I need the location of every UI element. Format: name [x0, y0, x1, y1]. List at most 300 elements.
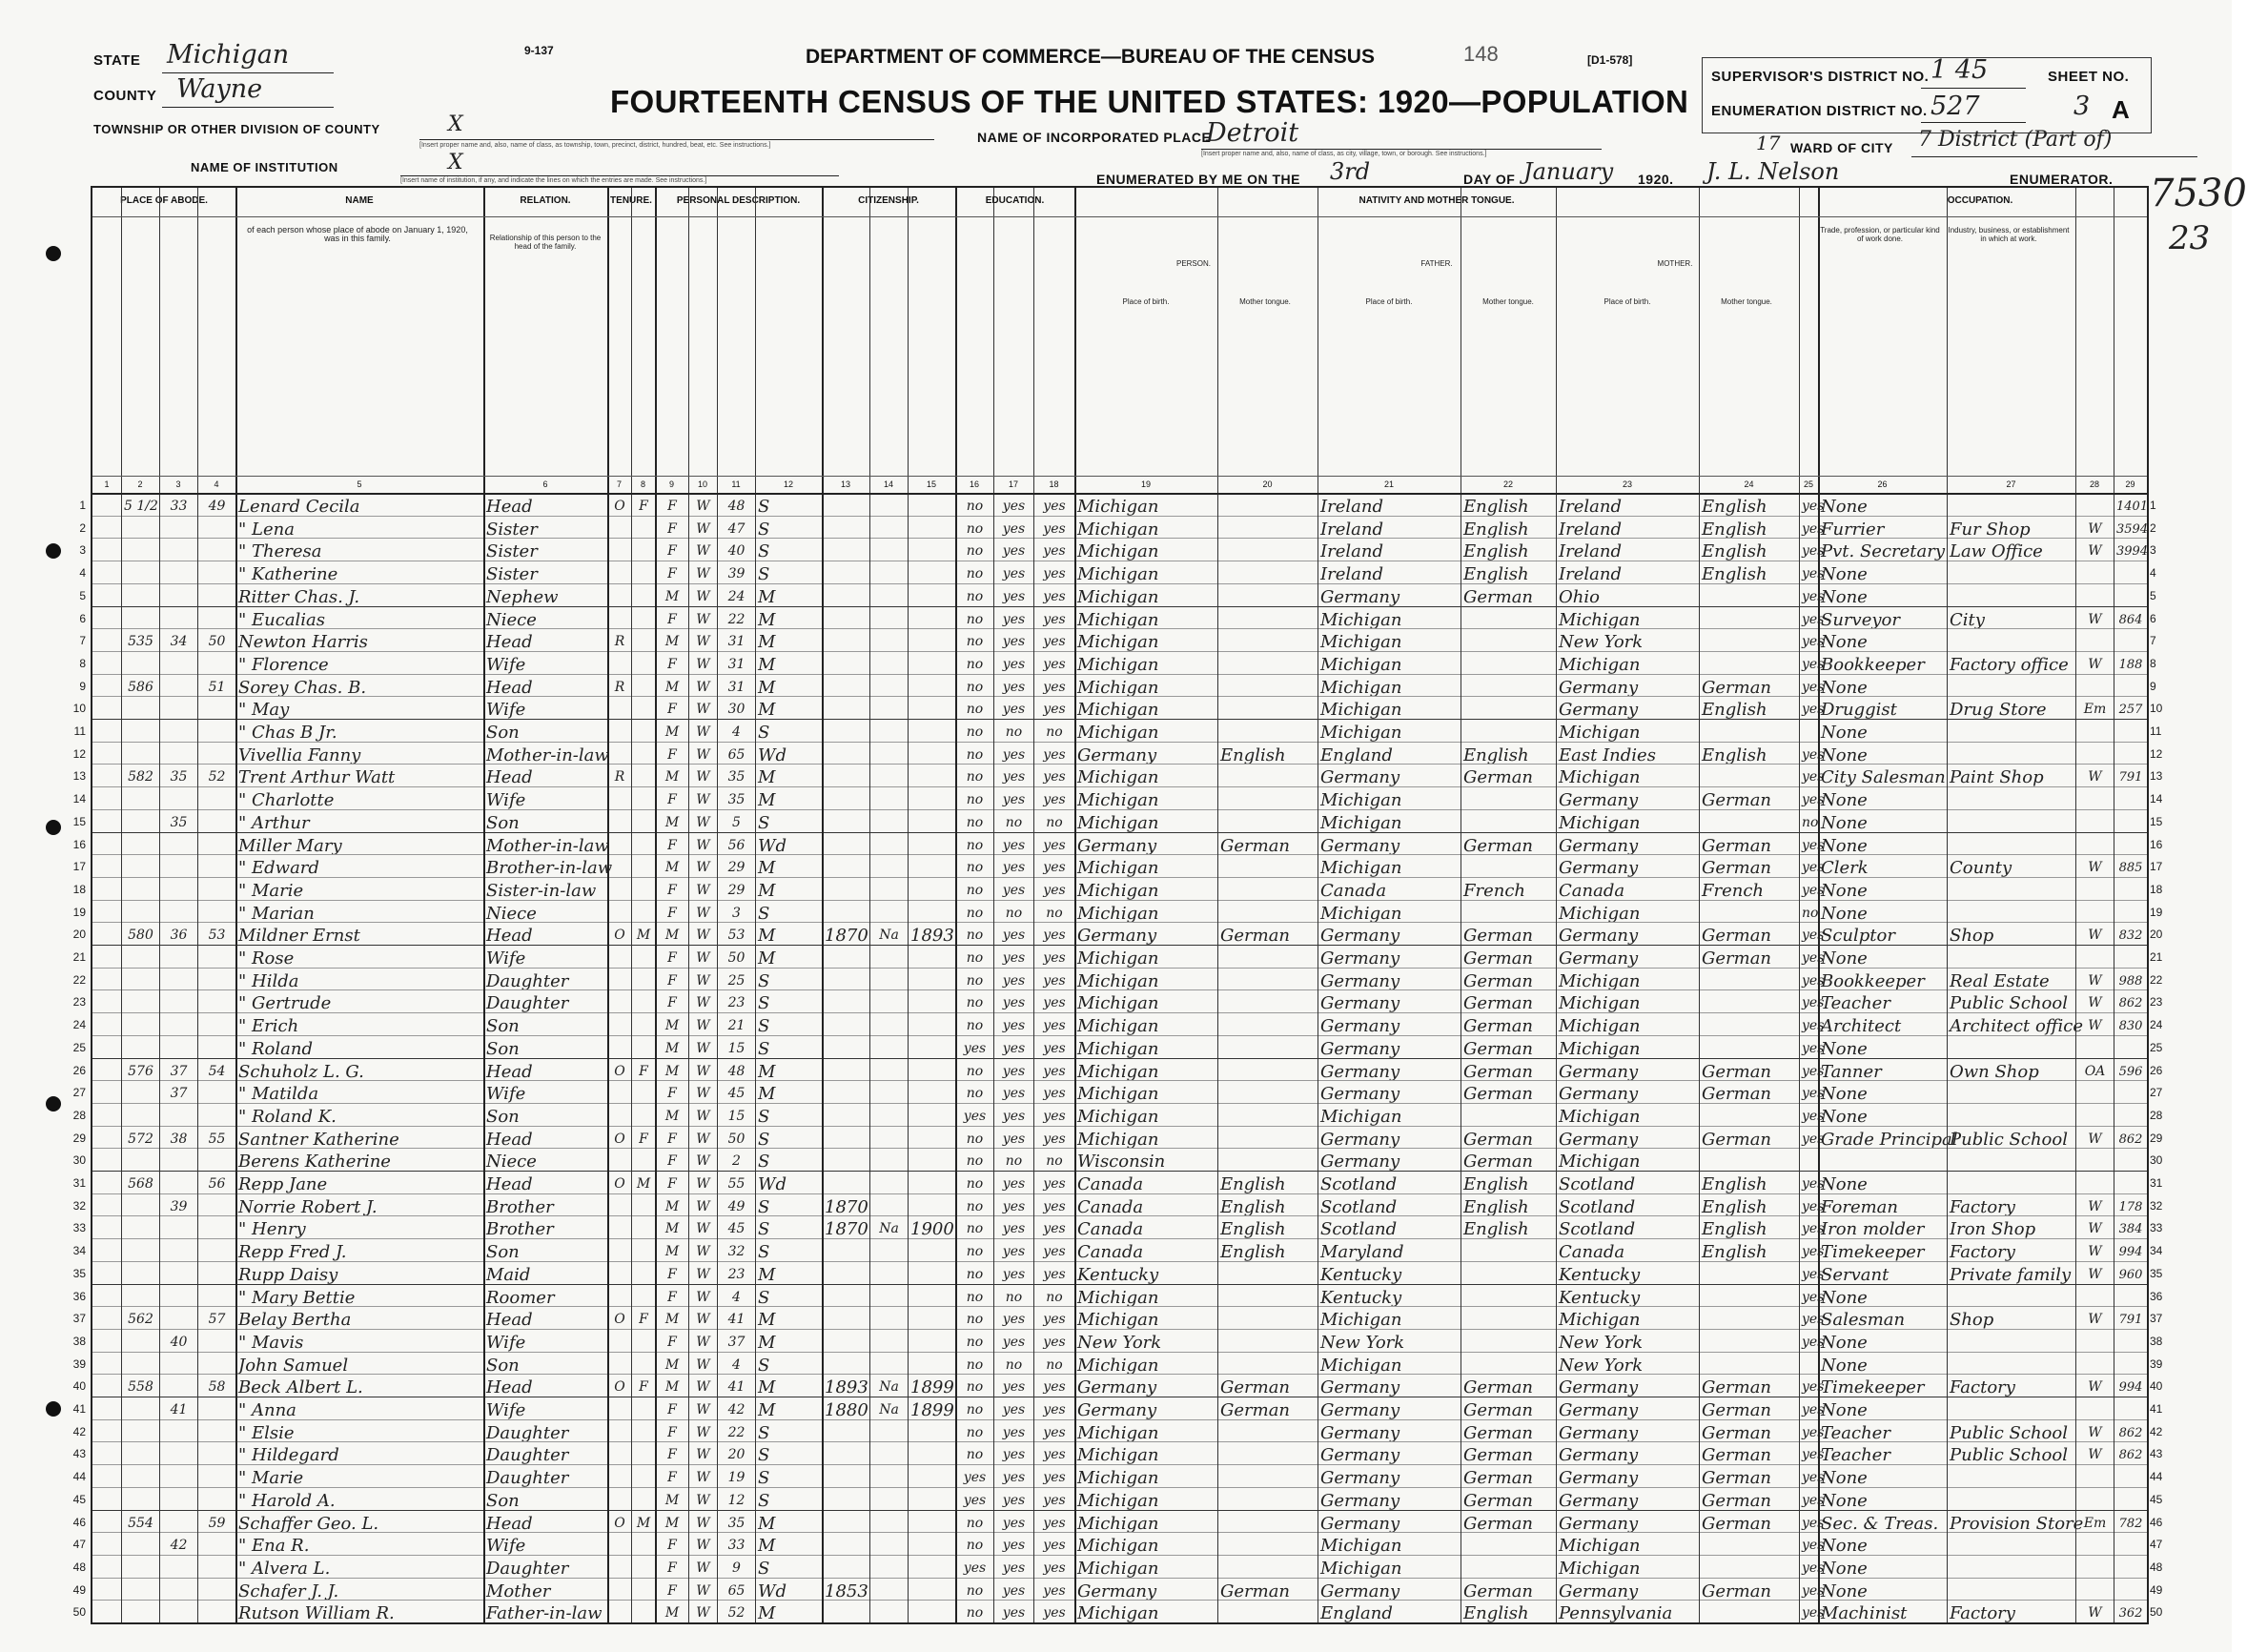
cell-eng: yes: [1802, 1605, 1825, 1621]
cell-mtongue: German: [1702, 1061, 1772, 1082]
line-number-left: 44: [72, 1470, 86, 1484]
ward-label: WARD OF CITY: [1790, 140, 1893, 155]
cell-age: 4: [732, 724, 741, 740]
cell-race: W: [696, 995, 710, 1011]
cell-race: W: [696, 860, 710, 876]
line-number-right: 50: [2150, 1605, 2163, 1620]
cell-name: Vivellia Fanny: [238, 744, 361, 765]
cell-rel: Mother-in-law: [486, 835, 609, 856]
cell-read: yes: [1002, 588, 1026, 604]
cell-rel: Head: [486, 1377, 533, 1398]
enumeration-label: ENUMERATION DISTRICT NO.: [1711, 103, 1928, 119]
cell-write: yes: [1043, 611, 1066, 627]
cell-mar: S: [758, 564, 770, 585]
cell-pob: Michigan: [1077, 700, 1159, 721]
cell-fpob: Michigan: [1320, 609, 1402, 630]
cell-race: W: [696, 1063, 710, 1079]
cell-age: 42: [727, 1402, 746, 1417]
cell-race: W: [696, 1040, 710, 1056]
table-row: [92, 674, 2147, 698]
cell-ind: Shop: [1950, 1310, 1994, 1331]
township-label: TOWNSHIP OR OTHER DIVISION OF COUNTY: [93, 122, 380, 136]
cell-read: yes: [1002, 1176, 1026, 1192]
cell-age: 29: [727, 882, 746, 898]
cell-write: no: [1046, 1289, 1063, 1305]
table-row: [92, 583, 2147, 607]
cell-occ: Sec. & Treas.: [1821, 1513, 1939, 1534]
line-number-left: 48: [72, 1560, 86, 1574]
cell-fpob: New York: [1320, 1332, 1405, 1353]
cell-race: W: [696, 1244, 710, 1260]
column-rule: [1947, 188, 1948, 1622]
cell-rel: Daughter: [486, 1445, 569, 1466]
line-number-right: 38: [2150, 1334, 2163, 1348]
cell-mpob: Ireland: [1559, 519, 1622, 540]
cell-sch: no: [966, 1244, 984, 1260]
cell-pob: Michigan: [1077, 970, 1159, 991]
column-rule: [1217, 188, 1218, 1622]
cell-dw: 37: [170, 1063, 188, 1079]
cell-name: " Harold A.: [238, 1490, 336, 1511]
line-number-right: 31: [2150, 1176, 2163, 1190]
cell-code: 791: [2118, 770, 2143, 785]
cell-rel: Son: [486, 1242, 520, 1263]
cell-mtongue: German: [1702, 1084, 1772, 1105]
cell-rel: Daughter: [486, 1422, 569, 1443]
cell-ten: R: [614, 679, 625, 695]
table-row: [92, 1555, 2147, 1579]
group-abode: PLACE OF ABODE.: [120, 195, 208, 206]
cell-code: 862: [2118, 996, 2143, 1011]
cell-rel: Wife: [486, 700, 526, 721]
margin-note-top: 7530: [2150, 172, 2247, 215]
cell-rel: Sister: [486, 541, 538, 562]
cell-dw: 38: [170, 1131, 188, 1147]
cell-age: 65: [727, 1582, 746, 1599]
cell-race: W: [696, 1312, 710, 1328]
cell-name: Rutson William R.: [238, 1603, 395, 1624]
cell-ftongue: German: [1463, 767, 1534, 788]
cell-race: W: [696, 1424, 710, 1440]
cell-mtongue: English: [1702, 700, 1767, 721]
line-number-left: 15: [72, 814, 86, 828]
cell-mpob: New York: [1559, 632, 1644, 653]
line-number-left: 27: [72, 1086, 86, 1100]
cell-ftongue: English: [1463, 519, 1529, 540]
line-number-right: 11: [2150, 724, 2162, 738]
cell-emp: W: [2088, 1605, 2102, 1621]
cell-race: W: [696, 702, 710, 718]
cell-mar: S: [758, 1355, 770, 1376]
column-number: 4: [214, 479, 219, 489]
table-row: [92, 1261, 2147, 1285]
cell-fpob: Kentucky: [1320, 1264, 1402, 1285]
cell-eng: yes: [1802, 1221, 1825, 1237]
cell-rel: Nephew: [486, 586, 559, 607]
cell-code: 994: [2118, 1245, 2143, 1260]
cell-occ: City Salesman: [1821, 767, 1946, 788]
line-number-left: 36: [72, 1289, 86, 1303]
cell-mtongue: German: [1702, 858, 1772, 879]
group-name: NAME: [345, 195, 374, 206]
cell-mar: M: [758, 1061, 776, 1082]
cell-pob: Michigan: [1077, 790, 1159, 811]
cell-write: yes: [1043, 1063, 1066, 1079]
line-number-left: 3: [79, 543, 86, 558]
cell-sch: no: [966, 928, 984, 944]
cell-fm: 58: [208, 1379, 226, 1396]
cell-age: 33: [727, 1538, 746, 1554]
year-label: 1920.: [1638, 172, 1674, 187]
cell-code: 178: [2118, 1199, 2143, 1214]
cell-race: W: [696, 1108, 710, 1124]
cell-race: W: [696, 1289, 710, 1305]
cell-sex: F: [667, 746, 677, 763]
cell-occ: Architect: [1821, 1016, 1902, 1037]
cell-name: Belay Bertha: [238, 1310, 352, 1331]
cell-eng: yes: [1802, 1582, 1825, 1599]
cell-occ: None: [1821, 1174, 1868, 1194]
cell-eng: yes: [1802, 950, 1825, 966]
column-number: 21: [1383, 479, 1394, 489]
cell-eng: yes: [1802, 1289, 1825, 1305]
column-rule: [1556, 188, 1557, 1622]
line-number-right: 6: [2150, 611, 2156, 625]
supervisor-label: SUPERVISOR'S DISTRICT NO.: [1711, 69, 1930, 85]
column-rule: [822, 188, 824, 1622]
cell-sex: F: [667, 995, 677, 1011]
township-value: X: [448, 112, 463, 136]
column-number: 7: [616, 479, 622, 489]
cell-dw: 34: [170, 634, 188, 650]
column-number: 8: [640, 479, 645, 489]
cell-sch: no: [966, 611, 984, 627]
cell-race: W: [696, 1356, 710, 1373]
table-row: [92, 922, 2147, 946]
line-number-left: 19: [72, 905, 86, 919]
cell-ftongue: English: [1463, 564, 1529, 585]
cell-ftongue: German: [1463, 993, 1534, 1014]
cell-mtongue: German: [1702, 1513, 1772, 1534]
cell-age: 29: [727, 860, 746, 876]
column-number: 9: [668, 479, 674, 489]
line-number-left: 17: [72, 860, 86, 874]
cell-rel: Wife: [486, 948, 526, 969]
line-number-right: 24: [2150, 1018, 2163, 1032]
line-number-left: 7: [79, 634, 86, 648]
cell-sex: F: [667, 1447, 677, 1463]
cell-ftongue: German: [1463, 835, 1534, 856]
cell-ind: Public School: [1950, 1422, 2068, 1443]
cell-write: yes: [1043, 1402, 1066, 1417]
cell-mpob: Michigan: [1559, 1536, 1641, 1557]
cell-emp: W: [2088, 1221, 2102, 1237]
cell-yr: 1893: [825, 1377, 868, 1398]
cell-age: 39: [727, 566, 746, 582]
cell-mar: S: [758, 1422, 770, 1443]
cell-eng: yes: [1802, 1312, 1825, 1328]
cell-emp: W: [2088, 1198, 2102, 1214]
cell-mar: M: [758, 880, 776, 901]
line-number-right: 34: [2150, 1244, 2163, 1258]
cell-eng: yes: [1802, 972, 1825, 989]
cell-write: yes: [1043, 588, 1066, 604]
cell-yrn: 1899: [910, 1400, 954, 1420]
line-number-right: 17: [2150, 860, 2163, 874]
cell-occ: Furrier: [1821, 519, 1885, 540]
cell-dw: 42: [170, 1538, 188, 1554]
cell-write: yes: [1043, 1244, 1066, 1260]
cell-mar: M: [758, 1536, 776, 1557]
cell-ftongue: German: [1463, 1490, 1534, 1511]
column-number: 29: [2125, 479, 2135, 489]
cell-race: W: [696, 1334, 710, 1350]
cell-name: " Marie: [238, 1468, 304, 1489]
cell-age: 15: [727, 1040, 746, 1056]
county-label: COUNTY: [93, 88, 157, 104]
cell-rel: Roomer: [486, 1287, 555, 1308]
cell-age: 35: [727, 1515, 746, 1531]
cell-mar: Wd: [758, 1174, 787, 1194]
cell-mpob: Canada: [1559, 1242, 1625, 1263]
cell-name: " Matilda: [238, 1084, 319, 1105]
cell-age: 3: [732, 905, 741, 921]
cell-ftongue: German: [1463, 1038, 1534, 1059]
cell-mtongue: German: [1702, 926, 1772, 947]
cell-ftongue: English: [1463, 497, 1529, 517]
cell-read: yes: [1002, 1131, 1026, 1147]
cell-tongue: English: [1220, 1174, 1286, 1194]
cell-write: yes: [1043, 1605, 1066, 1621]
cell-sex: F: [667, 950, 677, 966]
line-number-right: 13: [2150, 769, 2163, 784]
cell-mpob: Michigan: [1559, 723, 1641, 743]
cell-read: yes: [1002, 1515, 1026, 1531]
cell-code: 188: [2118, 657, 2143, 672]
form-number: 9-137: [524, 44, 554, 57]
cell-occ: Servant: [1821, 1264, 1890, 1285]
line-number-left: 32: [72, 1198, 86, 1213]
column-rule: [993, 188, 994, 1622]
cell-race: W: [696, 679, 710, 695]
line-number-left: 38: [72, 1334, 86, 1348]
column-number: 25: [1803, 479, 1813, 489]
cell-read: yes: [1002, 611, 1026, 627]
cell-pob: Canada: [1077, 1219, 1144, 1240]
line-number-left: 16: [72, 837, 86, 851]
cell-fpob: Germany: [1320, 1129, 1400, 1150]
cell-mpob: Germany: [1559, 1129, 1639, 1150]
cell-eng: yes: [1802, 499, 1825, 514]
cell-name: " Charlotte: [238, 790, 335, 811]
cell-occ: None: [1821, 632, 1868, 653]
cell-ftongue: German: [1463, 1129, 1534, 1150]
table-row: [92, 1329, 2147, 1353]
cell-age: 49: [727, 1198, 746, 1214]
cell-occ: None: [1821, 1287, 1868, 1308]
cell-rel: Niece: [486, 903, 537, 924]
cell-ind: Real Estate: [1950, 970, 2050, 991]
cell-eng: yes: [1802, 1402, 1825, 1417]
cell-occ: Timekeeper: [1821, 1242, 1925, 1263]
column-number: 22: [1502, 479, 1513, 489]
cell-occ: None: [1821, 1558, 1868, 1579]
table-row: [92, 1148, 2147, 1172]
cell-sch: yes: [963, 1040, 987, 1056]
cell-tongue: English: [1220, 1219, 1286, 1240]
line-number-right: 44: [2150, 1470, 2163, 1484]
header-pob-person: Place of birth.: [1122, 297, 1170, 306]
cell-name: " Eucalias: [238, 609, 326, 630]
cell-eng: yes: [1802, 702, 1825, 718]
cell-hn: 568: [128, 1176, 153, 1192]
cell-sex: F: [667, 543, 677, 560]
table-row: [92, 719, 2147, 743]
cell-write: yes: [1043, 860, 1066, 876]
cell-race: W: [696, 1176, 710, 1192]
cell-ftongue: German: [1463, 926, 1534, 947]
cell-rel: Head: [486, 926, 533, 947]
cell-fpob: Germany: [1320, 1490, 1400, 1511]
line-number-left: 45: [72, 1492, 86, 1506]
table-row: [92, 1306, 2147, 1330]
cell-mpob: Michigan: [1559, 1310, 1641, 1331]
cell-mpob: Ohio: [1559, 586, 1600, 607]
cell-fpob: Michigan: [1320, 1355, 1402, 1376]
cell-occ: None: [1821, 586, 1868, 607]
cell-mar: M: [758, 654, 776, 675]
cell-read: yes: [1002, 1108, 1026, 1124]
cell-read: yes: [1002, 1605, 1026, 1621]
cell-sex: F: [667, 656, 677, 672]
cell-sch: no: [966, 1266, 984, 1282]
cell-race: W: [696, 520, 710, 537]
cell-ftongue: English: [1463, 744, 1529, 765]
line-number-right: 37: [2150, 1312, 2163, 1326]
cell-fpob: Germany: [1320, 586, 1400, 607]
enumerated-day: 3rd: [1330, 158, 1371, 185]
cell-fpob: Ireland: [1320, 497, 1383, 517]
cell-mpob: Michigan: [1559, 812, 1641, 833]
column-number: 15: [926, 479, 936, 489]
cell-race: W: [696, 792, 710, 808]
cell-name: Ritter Chas. J.: [238, 586, 360, 607]
cell-rel: Niece: [486, 1152, 537, 1173]
stamp-number: 148: [1463, 42, 1499, 66]
cell-read: yes: [1002, 679, 1026, 695]
cell-name: " Roland K.: [238, 1106, 337, 1127]
cell-age: 45: [727, 1086, 746, 1102]
cell-ten: O: [614, 1515, 625, 1531]
line-number-right: 40: [2150, 1379, 2163, 1394]
cell-name: Lenard Cecila: [238, 497, 360, 517]
cell-age: 53: [727, 928, 746, 944]
cell-mar: S: [758, 993, 770, 1014]
cell-occ: None: [1821, 1332, 1868, 1353]
enumerated-label: ENUMERATED BY ME ON THE: [1096, 172, 1300, 187]
cell-age: 19: [727, 1470, 746, 1486]
cell-mpob: Germany: [1559, 1490, 1639, 1511]
cell-race: W: [696, 1492, 710, 1508]
cell-occ: Pvt. Secretary: [1821, 541, 1946, 562]
cell-sch: no: [966, 1221, 984, 1237]
cell-emp: W: [2088, 656, 2102, 672]
line-number-right: 18: [2150, 882, 2163, 896]
header-box-right: [1702, 57, 2152, 133]
cell-rel: Head: [486, 1061, 533, 1082]
cell-eng: yes: [1802, 634, 1825, 650]
cell-mtongue: German: [1702, 835, 1772, 856]
cell-rel: Mother: [486, 1581, 551, 1601]
header-tongue-mother: Mother tongue.: [1721, 297, 1772, 306]
cell-write: yes: [1043, 1312, 1066, 1328]
cell-read: yes: [1002, 792, 1026, 808]
cell-age: 50: [727, 950, 746, 966]
cell-emp: W: [2088, 769, 2102, 785]
punch-hole: [46, 246, 61, 261]
column-rule: [717, 188, 718, 1622]
cell-mtongue: German: [1702, 677, 1772, 698]
cell-ind: Law Office: [1950, 541, 2043, 562]
cell-mtongue: English: [1702, 497, 1767, 517]
table-row: [92, 1374, 2147, 1397]
cell-write: yes: [1043, 1086, 1066, 1102]
cell-write: yes: [1043, 1424, 1066, 1440]
cell-age: 40: [727, 543, 746, 560]
cell-write: yes: [1043, 1108, 1066, 1124]
cell-age: 35: [727, 769, 746, 785]
cell-mar: S: [758, 1016, 770, 1037]
cell-mpob: Scotland: [1559, 1174, 1636, 1194]
header-rule: [92, 216, 2147, 217]
cell-mpob: Germany: [1559, 835, 1639, 856]
table-row: [92, 1035, 2147, 1059]
cell-ftongue: English: [1463, 1603, 1529, 1624]
table-row: [92, 1238, 2147, 1262]
cell-read: yes: [1002, 634, 1026, 650]
census-table: [91, 186, 2149, 1624]
cell-write: yes: [1043, 792, 1066, 808]
cell-sch: no: [966, 634, 984, 650]
header-rule: [92, 493, 2147, 495]
cell-sex: M: [664, 588, 680, 604]
cell-write: yes: [1043, 1560, 1066, 1576]
cell-rel: Father-in-law: [486, 1603, 603, 1624]
cell-mtongue: German: [1702, 1400, 1772, 1420]
cell-race: W: [696, 611, 710, 627]
table-row: [92, 1352, 2147, 1376]
cell-eng: yes: [1802, 1515, 1825, 1531]
cell-ind: Factory: [1950, 1603, 2015, 1624]
cell-fm: 59: [208, 1515, 226, 1531]
group-occupation: OCCUPATION.: [1947, 195, 2013, 206]
cell-write: yes: [1043, 972, 1066, 989]
institution-label: NAME OF INSTITUTION: [191, 160, 338, 174]
cell-read: yes: [1002, 928, 1026, 944]
cell-eng: yes: [1802, 1063, 1825, 1079]
cell-code: 782: [2118, 1516, 2143, 1531]
ward-underline: [1911, 156, 2197, 157]
column-rule: [955, 188, 957, 1622]
cell-mpob: Ireland: [1559, 564, 1622, 585]
cell-name: " Alvera L.: [238, 1558, 331, 1579]
cell-fpob: England: [1320, 1603, 1393, 1624]
cell-pob: Germany: [1077, 1377, 1157, 1398]
cell-ftongue: German: [1463, 1061, 1534, 1082]
line-number-left: 5: [79, 588, 86, 602]
cell-race: W: [696, 882, 710, 898]
cell-hn: 535: [128, 634, 153, 650]
